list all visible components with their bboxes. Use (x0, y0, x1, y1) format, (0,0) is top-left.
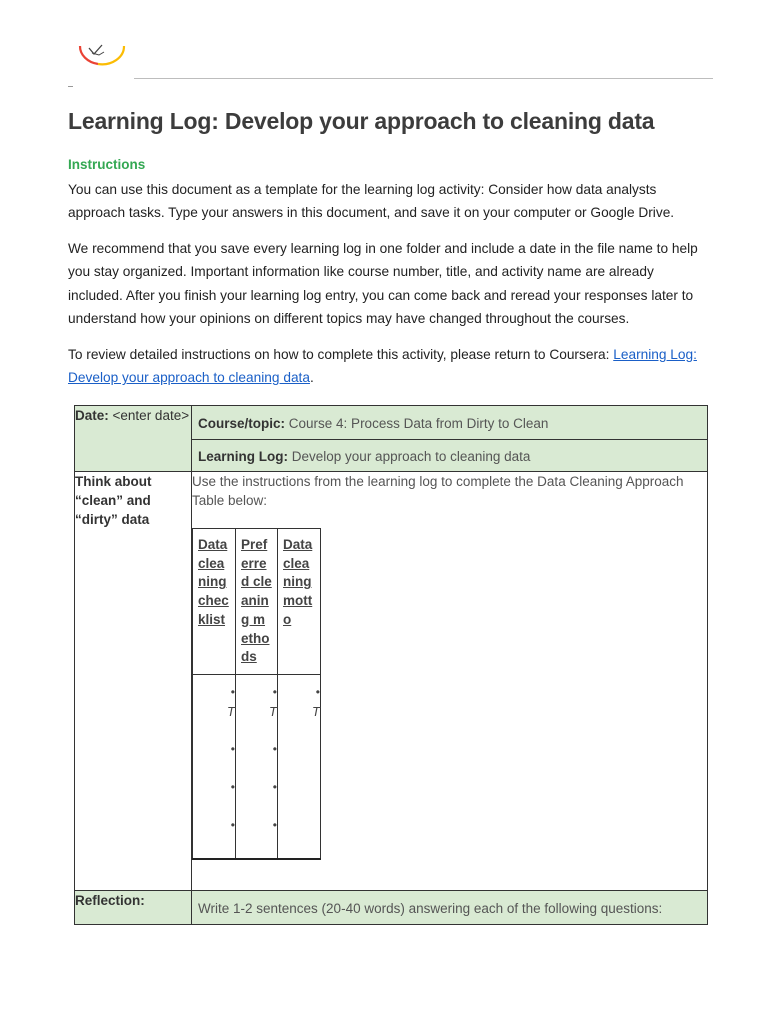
column-header-methods: Preferred cleaning methods (236, 529, 278, 675)
date-cell[interactable] (75, 406, 192, 472)
bullet: • (230, 817, 235, 832)
think-about-cell[interactable] (192, 472, 708, 891)
column-header-checklist: Data cleaning checklist (193, 529, 236, 675)
column-header-motto: Data cleaning motto (278, 529, 321, 675)
reflection-prompt[interactable]: Write 1-2 sentences (20-40 words) answering each of the following questions: (192, 891, 708, 925)
instructions-paragraph-3-text: To review detailed instructions on how to complete this activity, please return to Coursera: (68, 347, 614, 362)
instructions-paragraph-3 (68, 343, 708, 390)
motto-column-body[interactable] (278, 674, 321, 859)
course-value: Course 4: Process Data from Dirty to Clean (288, 416, 549, 431)
header-dash (68, 86, 73, 87)
date-value: <enter date> (112, 408, 190, 423)
bullet: • (272, 684, 277, 699)
instructions-paragraph-2: We recommend that you save every learning log in one folder and include a date in the file name to help you stay organized. Important information like course number, title, and activity name are already included. After you finish your learning log entry, you can come back and reread your responses later to understand how your opinions on different topics may have changed throughout the courses. (68, 241, 698, 326)
header-rule (134, 78, 713, 79)
course-label: Course/topic: (198, 416, 286, 431)
think-about-label: Think about “clean” and “dirty” data (75, 472, 192, 891)
placeholder-text: T (312, 703, 320, 719)
bullet: • (272, 779, 277, 794)
logo-icon (72, 36, 130, 70)
page-title: Learning Log: Develop your approach to cleaning data (68, 108, 655, 134)
data-cleaning-approach-table (192, 528, 321, 860)
bullet: • (230, 684, 235, 699)
bullet: • (272, 741, 277, 756)
learning-log-table (74, 405, 708, 925)
bullet: • (230, 741, 235, 756)
instructions-heading: Instructions (68, 157, 146, 172)
bullet: • (272, 817, 277, 832)
bullet: • (230, 779, 235, 794)
placeholder-text: T (269, 703, 277, 719)
learning-log-value: Develop your approach to cleaning data (291, 449, 531, 464)
learning-log-label: Learning Log: (198, 449, 288, 464)
placeholder-text: T (227, 703, 235, 719)
bullet: • (315, 684, 320, 699)
think-about-instructions: Use the instructions from the learning log to complete the Data Cleaning Approach Table below: (192, 474, 684, 508)
date-label: Date: (75, 408, 109, 423)
methods-column-body[interactable] (236, 674, 278, 859)
learning-log-cell (192, 440, 708, 472)
course-cell (192, 406, 708, 440)
checklist-column-body[interactable] (193, 674, 236, 859)
coursera-activity-link[interactable]: Learning Log: Develop your approach to cleaning data (68, 347, 697, 386)
instructions-paragraph-3-end: . (309, 370, 314, 386)
instructions-paragraph-1: You can use this document as a template for the learning log activity: Consider how data analysts approach tasks. Type your answers in this document, and save it on your computer or Google Drive. (68, 182, 675, 221)
reflection-label: Reflection: (75, 891, 192, 925)
